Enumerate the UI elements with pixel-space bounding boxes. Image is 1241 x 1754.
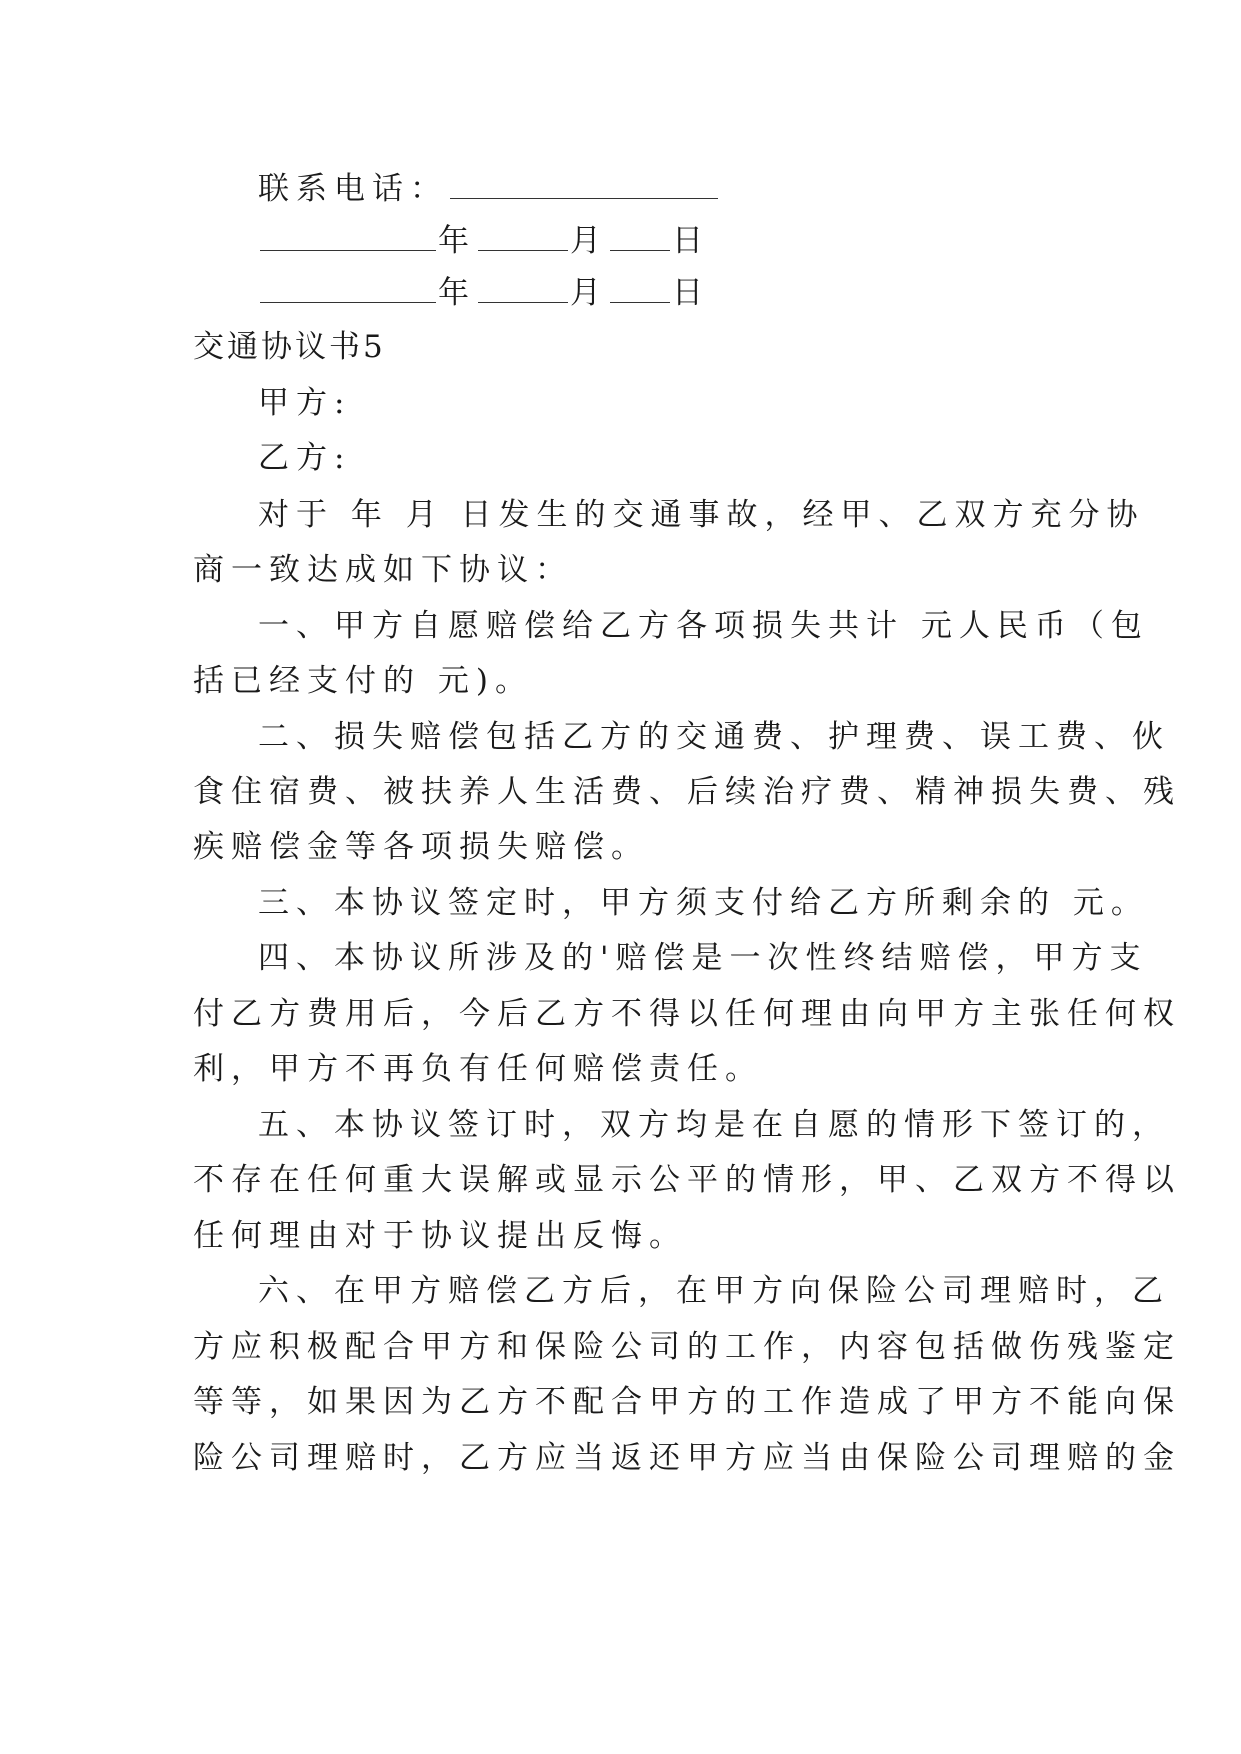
paragraph-line: 任何理由对于协议提出反悔。	[193, 1218, 687, 1254]
paragraph-line: 付乙方费用后，今后乙方不得以任何理由向甲方主张任何权	[193, 996, 1181, 1032]
paragraph-line: 对于 年 月 日发生的交通事故，经甲、乙双方充分协	[258, 497, 1145, 533]
year-blank	[260, 274, 436, 303]
month-blank	[478, 222, 568, 251]
day-blank	[610, 274, 670, 303]
paragraph-line: 二、损失赔偿包括乙方的交通费、护理费、误工费、伙	[258, 719, 1170, 755]
party-a-label: 甲方:	[258, 385, 352, 421]
paragraph-line: 五、本协议签订时，双方均是在自愿的情形下签订的，	[258, 1107, 1170, 1143]
year-label: 年	[438, 275, 476, 311]
paragraph-line: 疾赔偿金等各项损失赔偿。	[193, 829, 649, 865]
contact-phone-blank	[450, 170, 718, 199]
paragraph-line: 方应积极配合甲方和保险公司的工作，内容包括做伤残鉴定	[193, 1329, 1181, 1365]
party-b-label: 乙方:	[258, 440, 352, 476]
date-line-2	[258, 272, 710, 314]
year-label: 年	[438, 223, 476, 259]
day-label: 日	[672, 223, 710, 259]
paragraph-line: 险公司理赔时，乙方应当返还甲方应当由保险公司理赔的金	[193, 1440, 1181, 1476]
paragraph-line: 利，甲方不再负有任何赔偿责任。	[193, 1051, 763, 1087]
paragraph-line: 四、本协议所涉及的'赔偿是一次性终结赔偿，甲方支	[258, 940, 1148, 976]
paragraph-line: 商一致达成如下协议：	[193, 552, 573, 588]
date-line-1	[258, 220, 710, 262]
year-blank	[260, 222, 436, 251]
paragraph-line: 一、甲方自愿赔偿给乙方各项损失共计 元人民币（包	[258, 608, 1149, 644]
paragraph-line: 三、本协议签定时，甲方须支付给乙方所剩余的 元。	[258, 885, 1149, 921]
contact-phone-label: 联系电话：	[258, 171, 448, 207]
month-label: 月	[570, 223, 608, 259]
paragraph-line: 食住宿费、被扶养人生活费、后续治疗费、精神损失费、残	[193, 774, 1181, 810]
paragraph-line: 六、在甲方赔偿乙方后，在甲方向保险公司理赔时，乙	[258, 1273, 1170, 1309]
day-blank	[610, 222, 670, 251]
contact-phone-line	[258, 168, 720, 210]
day-label: 日	[672, 275, 710, 311]
section-title: 交通协议书5	[193, 329, 386, 365]
paragraph-line: 等等，如果因为乙方不配合甲方的工作造成了甲方不能向保	[193, 1384, 1181, 1420]
paragraph-line: 括已经支付的 元)。	[193, 663, 533, 699]
month-blank	[478, 274, 568, 303]
paragraph-line: 不存在任何重大误解或显示公平的情形，甲、乙双方不得以	[193, 1162, 1181, 1198]
month-label: 月	[570, 275, 608, 311]
